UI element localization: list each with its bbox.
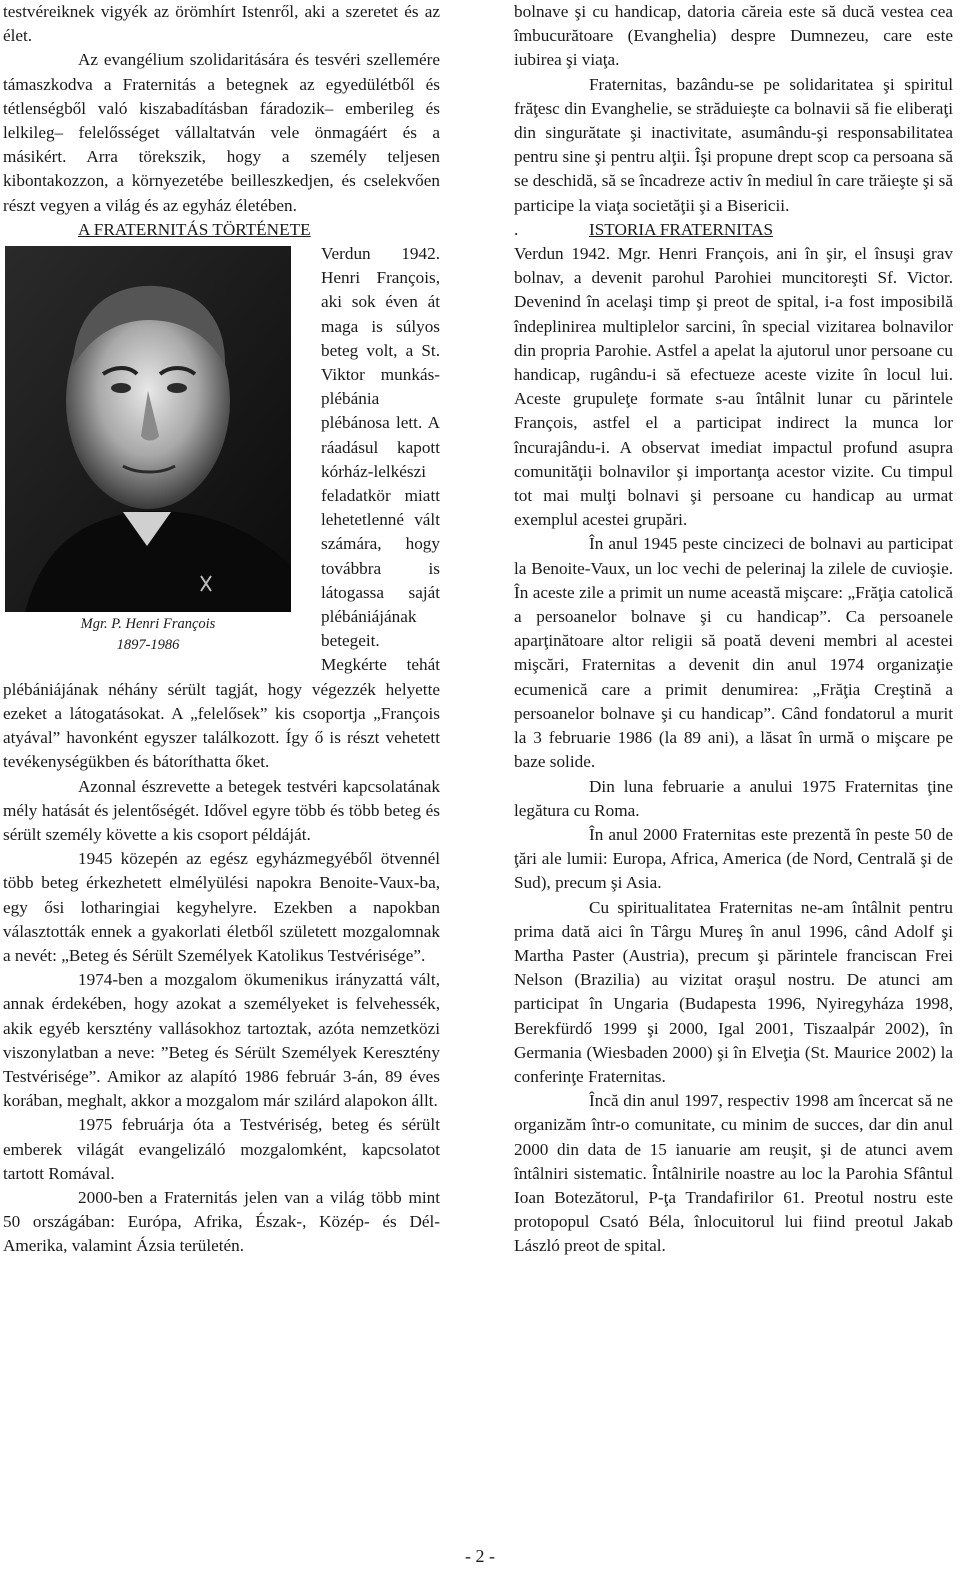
right-section-heading: ISTORIA FRATERNITAS (589, 219, 774, 239)
left-paragraph-5: 1974-ben a mozgalom ökumenikus irányzattá vált, annak érdekében, hogy azokat a személyeket is felvehessék, akik egyéb kersztény vallásokhoz tartoztak, azóta nemzetközi viszonylatban a neve: ”Beteg és Sérült Személyek Keresztény Testvérisége”. Amikor az alapító 1986 február 3-án, 89 éves korában, meghalt, akkor a mozgalom már szilárd alapokon állt. (3, 970, 440, 1111)
left-paragraph-7: 2000-ben a Fraternitás jelen van a világ több mint 50 országában: Európa, Afrika, Észak-, Közép- és Dél-Amerika, valamint Ázsia területén. (3, 1187, 440, 1256)
right-column (514, 0, 953, 1259)
left-paragraph-1: Az evangélium szolidaritására és tesvéri szellemére támaszkodva a Fraternitás a betegnek az egyedülétből és tétlenségből való kiszabadításban fáradozik– emberileg és lelkileg– felelősséget vállaltatván vele önmagáért és a másikért. Arra törekszik, hogy a személy teljesen kibontakozzon, a környezetébe beilleszkedjen, és cselekvően részt vegyen a világ és az egyház életében. (3, 50, 440, 215)
portrait-photo (5, 246, 291, 612)
right-paragraph-5: În anul 2000 Fraternitas este prezentă în peste 50 de ţări ale lumii: Europa, Africa, America (de Nord, Centrală şi de Sud), precum şi Asia. (514, 824, 953, 893)
right-paragraph-0: bolnave şi cu handicap, datoria căreia este să ducă vestea cea îmbucurătoare (Evanghelia) despre Dumnezeu, care este iubirea şi viaţa. (514, 2, 953, 70)
left-paragraph-4: 1945 közepén az egész egyházmegyéből ötvennél több beteg érkezhetett elmélyülési napokra Benoite-Vaux-ba, egy ősi lotharingiai kegyhelyre. Ezekben a napokban választották ennek a gyakorlati életből született mozgalomnak a nevét: „Beteg és Sérült Személyek Katolikus Testvérisége”. (3, 849, 440, 965)
left-paragraph-3: Azonnal észrevette a betegek testvéri kapcsolatának mély hatását és jelentőségét. Idővel egyre több és több beteg és sérült személy követte a kis csoport példáját. (3, 776, 440, 844)
left-paragraph-0: testvéreiknek vigyék az örömhírt Istenről, aki a szeretet és az élet. (3, 2, 440, 46)
left-paragraph-6: 1975 februárja óta a Testvériség, beteg és sérült emberek világát evangelizáló mozgalomként, kapcsolatot tartott Romával. (3, 1115, 440, 1183)
left-column (3, 0, 440, 1259)
left-paragraph-2: Verdun 1942. Henri François, aki sok éven át maga is súlyos beteg volt, a St. Viktor munkás-plébánia plébánosa lett. A ráadásul kapott kórház-lelkészi feladatkör miatt lehetetlenné vált számára, hogy továbbra is látogassa saját plébániájának betegeit. Megkérte tehát plébániájának néhány sérült tagját, hogy végezzék helyette ezeket a látogatásokat. A „felelősek” kis csoportja „François atyával” havonként egyszer találkozott. Így ő is részt vehetett tevékenységükben és bátoríthatta őket. (3, 244, 440, 772)
portrait-caption-name: Mgr. P. Henri François (80, 616, 216, 633)
portrait-figure (3, 242, 293, 660)
right-paragraph-1: Fraternitas, bazându-se pe solidaritatea şi spiritul frăţesc din Evanghelie, se străduieşte ca bolnavii să fie eliberaţi din singurătate şi inactivitate, asumându-şi responsabilitatea pentru sine şi pentru alţii. Îşi propune drept scop ca persoana să se deschidă, să se încadreze activ în mediul în care trăieşte şi să participe la viaţa societăţii şi a Bisericii. (514, 74, 953, 215)
right-section-heading-line (514, 218, 953, 242)
heading-dot: . (514, 219, 519, 239)
right-paragraph-3: În anul 1945 peste cincizeci de bolnavi au participat la Benoite-Vaux, un loc vechi de pelerinaj la zilele de cuvioşie. În aceste zile a primit un nume această mişcare: „Frăţia catolică a persoanelor bolnave şi cu handicap”. Ca persoanele aparţinătoare altor religii să poată deveni membri al acestei mişcări, Fraternitas a devenit din anul 1974 organizaţie ecumenică care a primit denumirea: „Frăţia Creştină a persoanelor bolnave şi cu handicap”. Când fondatorul a murit la 3 februarie 1986 (la 89 ani), a lăsat în urmă o mişcare pe baze solide. (514, 534, 953, 772)
left-section-heading: A FRATERNITÁS TÖRTÉNETE (78, 219, 311, 239)
right-paragraph-6: Cu spiritualitatea Fraternitas ne-am întâlnit pentru prima dată aici în Târgu Mureş în anul 1996, când Adolf şi Martha Paster (Austria), precum şi părintele franciscan Frei Nelson (Brazilia) au vizitat oraşul nostru. De atunci am participat în Ungaria (Budapesta 1996, Nyiregyháza 1998, Berekfürdő 1999 şi 2000, Igal 2001, Tiszaalpár 2002), în Germania (Wiesbaden 2000) şi în Elveţia (St. Maurice 2002) la conferinţe Fraternitas. (514, 897, 953, 1086)
right-paragraph-2: Verdun 1942. Mgr. Henri François, ani în şir, el însuşi grav bolnav, a devenit parohul Parohiei muncitoreşti Sf. Victor. Devenind în acelaşi timp şi preot de spital, i-a fost imposibilă îndeplinirea multiplelor sarcini, în special vizitarea bolnavilor din propria Parohie. Astfel a apelat la ajutorul unor persoane cu handicap, rugându-i să efectueze aceste vizite în locul lui. Aceste grupuleţe formate s-au întâlnit lunar cu părintele François, astfel el a participat indirect la munca lor încurajându-i. A observat imediat impactul profund asupra comunităţii bolnavilor şi importanţa acestor vizite. Cu timpul tot mai mulţi bolnavi şi persoane cu handicap au urmat exemplul acestei grupări. (514, 244, 953, 530)
portrait-caption (3, 614, 293, 656)
portrait-caption-years: 1897-1986 (116, 637, 180, 654)
right-paragraph-7: Încă din anul 1997, respectiv 1998 am încercat să ne organizăm într-o comunitate, cu minim de succes, dar din anul 2000 din data de 15 ianuarie am reuşit, şi de atunci avem întâlniri sistematic. Întâlnirile noastre au loc la Parohia Sfântul Ioan Botezătorul, P-ţa Trandafirilor 61. Preotul nostru este protopopul Csató Béla, înlocuitorul lui fiind preotul Jakab László preot de spital. (514, 1091, 953, 1256)
page-number: - 2 - (465, 1546, 495, 1566)
right-paragraph-4: Din luna februarie a anului 1975 Fraternitas ţine legătura cu Roma. (514, 776, 953, 820)
